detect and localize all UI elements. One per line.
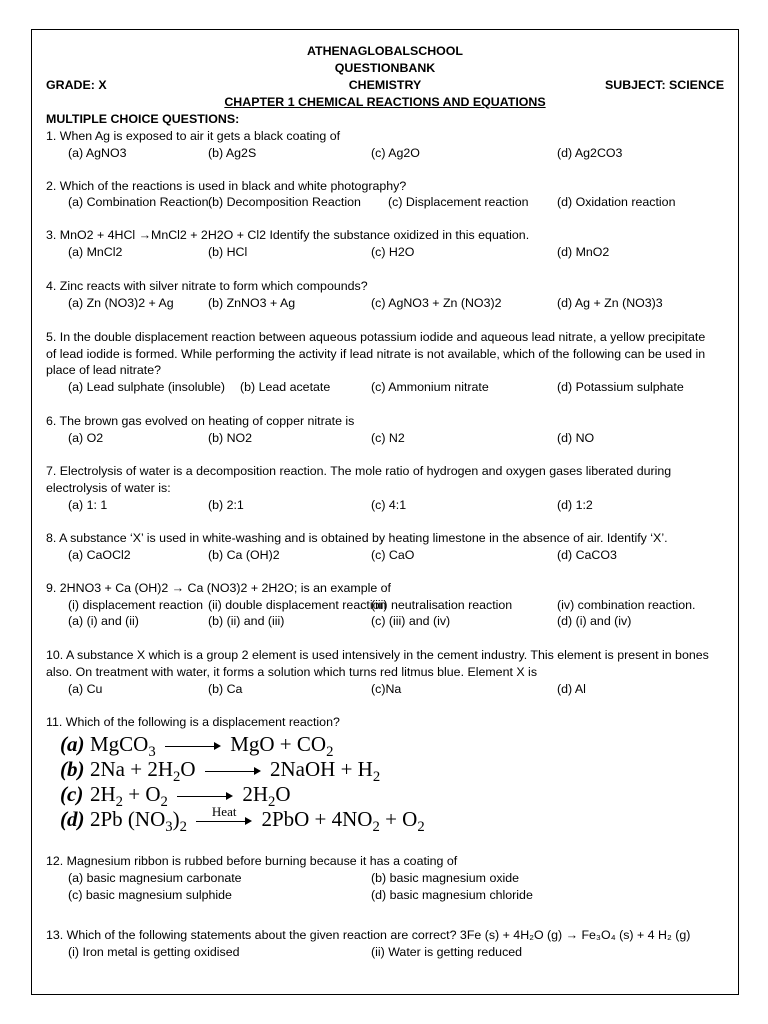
question-1: 1. When Ag is exposed to air it gets a black coating of [46,129,341,143]
option-b: (b) (ii) and (iii) [208,614,285,628]
section-heading: MULTIPLE CHOICE QUESTIONS: [46,112,240,126]
option-d: (d) MnO2 [557,245,610,259]
question-8: 8. A substance ‘X’ is used in white-washing and is obtained by heating limestone in the absence of air. Identify ‘X’. [46,531,668,545]
question-5-line-1: 5. In the double displacement reaction between aqueous potassium iodide and aqueous lead nitrate, a yellow precipitate [46,330,706,344]
option-a: (a) Combination Reaction [68,195,209,209]
chapter-title: CHAPTER 1 CHEMICAL REACTIONS AND EQUATIONS [224,95,546,109]
statement-iii: (iii) neutralisation reaction [371,598,513,612]
option-c: (c) Ammonium nitrate [371,380,489,394]
option-a: (a) Zn (NO3)2 + Ag [68,296,174,310]
option-a: (a) AgNO3 [68,146,127,160]
equation-c: (c) $2H_2 + O_2$ $2H_2O$ [60,782,291,811]
statement-i: (i) displacement reaction [68,598,203,612]
option-b: (b) Decomposition Reaction [208,195,361,209]
option-d: (d) Ag2CO3 [557,146,623,160]
option-a: (a) 1: 1 [68,498,108,512]
statement-ii: (ii) double displacement reaction [208,598,387,612]
option-a: (a) Cu [68,682,103,696]
option-a: (a) basic magnesium carbonate [68,871,242,885]
question-11: 11. Which of the following is a displacement reaction? [46,715,340,729]
option-b: (b) basic magnesium oxide [371,871,520,885]
question-12: 12. Magnesium ribbon is rubbed before burning because it has a coating of [46,854,458,868]
option-c: (c) Displacement reaction [388,195,529,209]
option-c: (c) (iii) and (iv) [371,614,451,628]
question-9: 9. 2HNO3 + Ca (OH)2 → Ca (NO3)2 + 2H2O; is an example of [46,581,392,595]
statement-iv: (iv) combination reaction. [557,598,696,612]
option-b: (b) NO2 [208,431,253,445]
equation-d: (d) 2Pb $(NO_3)_2$ Heat $2PbO + 4NO_2 + O_2$ [60,806,425,832]
option-b: (b) ZnNO3 + Ag [208,296,296,310]
statement-ii: (ii) Water is getting reduced [371,945,523,959]
question-10-line-2: also. On treatment with water, it forms a solution which turns red litmus blue. Element X is [46,665,538,679]
option-d: (d) (i) and (iv) [557,614,632,628]
reaction-arrow-icon [205,765,261,777]
option-c: (c) AgNO3 + Zn (NO3)2 [371,296,502,310]
question-7-line-1: 7. Electrolysis of water is a decomposition reaction. The mole ratio of hydrogen and oxygen gases liberated during [46,464,672,478]
option-d: (d) 1:2 [557,498,593,512]
reaction-arrow-icon [165,740,221,752]
question-7-line-2: electrolysis of water is: [46,481,171,495]
school-name: ATHENAGLOBALSCHOOL [306,44,464,58]
question-13: 13. Which of the following statements about the given reaction are correct? 3Fe (s) + 4H₂O (g) → Fe₃O₄ (s) + 4 H₂ (g) [46,928,691,942]
option-d: (d) Al [557,682,586,696]
option-c: (c) basic magnesium sulphide [68,888,232,902]
option-a: (a) (i) and (ii) [68,614,139,628]
heat-arrow-icon [196,804,252,827]
equation-label: (a) [60,732,85,756]
option-d: (d) basic magnesium chloride [371,888,533,902]
equation-label: (d) [60,807,85,831]
question-10-line-1: 10. A substance X which is a group 2 element is used intensively in the cement industry. This element is present in bones [46,648,709,662]
question-3: 3. MnO2 + 4HCl →MnCl2 + 2H2O + Cl2 Identify the substance oxidized in this equation. [46,228,530,242]
equation-label: (b) [60,757,85,781]
option-a: (a) O2 [68,431,104,445]
option-c: (c) H2O [371,245,415,259]
option-b: (b) HCl [208,245,248,259]
option-d: (d) Potassium sulphate [557,380,684,394]
option-c: (c) CaO [371,548,415,562]
equation-a: (a) MgCO$_3$ MgO + $CO_2$ [60,732,334,761]
option-a: (a) MnCl2 [68,245,123,259]
option-a: (a) Lead sulphate (insoluble) [68,380,226,394]
question-paper [31,29,739,995]
option-b: (b) Lead acetate [240,380,331,394]
option-c: (c) N2 [371,431,405,445]
question-2: 2. Which of the reactions is used in black and white photography? [46,179,407,193]
option-c: (c) Ag2O [371,146,420,160]
option-b: (b) Ag2S [208,146,257,160]
equation-b: (b) $2Na + 2H_2O$ 2NaOH + $H_2$ [60,757,381,786]
option-b: (b) Ca (OH)2 [208,548,280,562]
subject-label: SUBJECT: SCIENCE [605,78,725,92]
option-d: (d) NO [557,431,595,445]
heat-label: Heat [211,804,237,820]
option-d: (d) Ag + Zn (NO3)3 [557,296,663,310]
option-b: (b) 2:1 [208,498,244,512]
question-5-line-3: place of lead nitrate? [46,363,162,377]
question-bank-title: QUESTIONBANK [334,61,436,75]
statement-i: (i) Iron metal is getting oxidised [68,945,240,959]
grade-label: GRADE: X [46,78,107,92]
option-d: (d) CaCO3 [557,548,617,562]
option-d: (d) Oxidation reaction [557,195,676,209]
option-b: (b) Ca [208,682,243,696]
equation-label: (c) [60,782,84,806]
option-a: (a) CaOCl2 [68,548,131,562]
question-6: 6. The brown gas evolved on heating of copper nitrate is [46,414,355,428]
option-c: (c)Na [371,682,402,696]
question-4: 4. Zinc reacts with silver nitrate to form which compounds? [46,279,368,293]
chemistry-label: CHEMISTRY [348,78,422,92]
option-c: (c) 4:1 [371,498,407,512]
question-5-line-2: of lead iodide is formed. While performing the activity if lead nitrate is not available, which of the following can be used in [46,347,706,361]
